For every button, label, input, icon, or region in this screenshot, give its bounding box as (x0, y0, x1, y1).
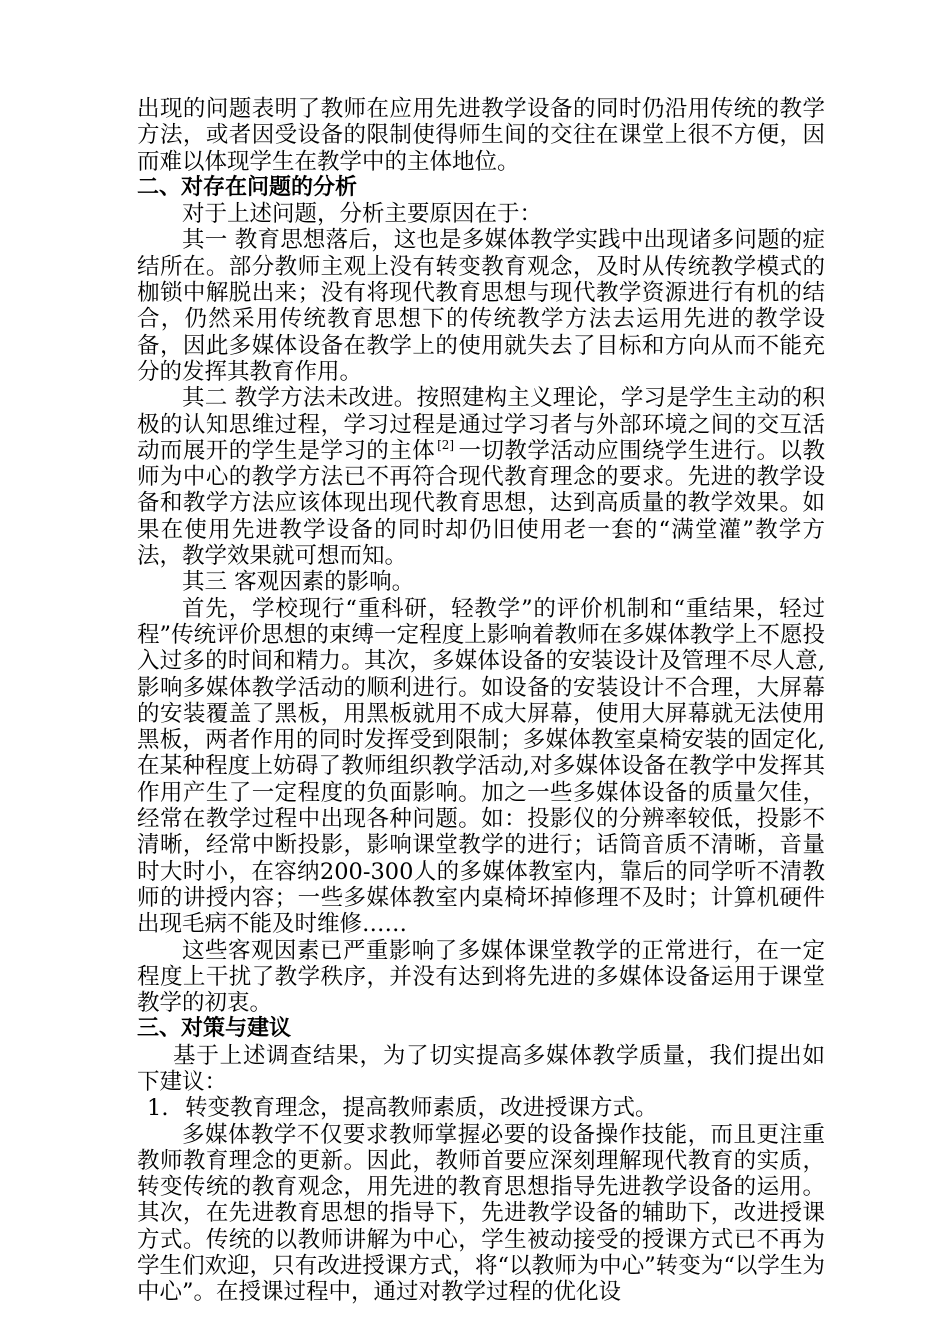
section-heading-analysis: 二、对存在问题的分析 (137, 174, 358, 200)
document-page (137, 96, 825, 1306)
paragraph-reason-3: 其三 客观因素的影响。 (182, 569, 415, 596)
paragraph-last: 多媒体教学不仅要求教师掌握必要的设备操作技能，而且更注重教师教育理念的更新。因此，教师首要应深刻理解现代教育的实质，转变传统的教育观念，用先进的教育思想指导先进教学设备的运用。其次，在先进教育思想的指导下，先进教学设备的辅助下，改进授课方式。传统的以教师讲解为中心，学生被动接受的授课方式已不再为学生们欢迎，只有改进授课方式，将“以教师为中心”转变为“以学生为中心”。在授课过程中，通过对教学过程的优化设 (137, 1121, 825, 1306)
list-item-1 (137, 1095, 825, 1121)
paragraph-reason-2 (137, 385, 825, 569)
paragraph-first: 首先，学校现行“重科研，轻教学”的评价机制和“重结果，轻过程”传统评价思想的束缚一定程度上影响着教师在多媒体教学上不愿投入过多的时间和精力。其次，多媒体设备的安装设计及管理不尽人意,影响多媒体教学活动的顺利进行。如设备的安装设计不合理，大屏幕的安装覆盖了黑板，用黑板就用不成大屏幕，使用大屏幕就无法使用黑板，两者作用的同时发挥受到限制；多媒体教室桌椅安装的固定化,在某种程度上妨碍了教师组织教学活动,对多媒体设备在教学中发挥其作用产生了一定程度的负面影响。加之一些多媒体设备的质量欠佳，经常在教学过程中出现各种问题。如：投影仪的分辨率较低，投影不清晰，经常中断投影，影响课堂教学的进行；话筒音质不清晰，音量时大时小，在容纳200-300人的多媒体教室内，靠后的同学听不清教师的讲授内容；一些多媒体教室内桌椅坏掉修理不及时；计算机硬件出现毛病不能及时维修…… (137, 595, 825, 938)
paragraph-suggest: 基于上述调查结果，为了切实提高多媒体教学质量，我们提出如下建议： (137, 1042, 825, 1095)
paragraph-intro: 出现的问题表明了教师在应用先进教学设备的同时仍沿用传统的教学方法，或者因受设备的限制使得师生间的交往在课堂上很不方便，因而难以体现学生在教学中的主体地位。 (137, 96, 825, 175)
list-item-text: 转变教育理念，提高教师素质，改进授课方式。 (185, 1095, 658, 1122)
paragraph-objective: 这些客观因素已严重影响了多媒体课堂教学的正常进行，在一定程度上干扰了教学秩序，并没有达到将先进的多媒体设备运用于课堂教学的初衷。 (137, 937, 825, 1017)
reason-2-text-a: 其二 教学方法未改进。按照建构主义理论，学习是学生主动的积极的认知思维过程，学习过程是通过学习者与外部环境之间的交互活动而展开的学生是学习的主体 (137, 385, 825, 464)
paragraph-reasons: 对于上述问题，分析主要原因在于： (182, 201, 543, 228)
paragraph-reason-1: 其一 教育思想落后，这也是多媒体教学实践中出现诸多问题的症结所在。部分教师主观上没有转变教育观念，及时从传统教学模式的枷锁中解脱出来；没有将现代教育思想与现代教学资源进行有机的结合，仍然采用传统教育思想下的传统教学方法去运用先进的教学设备，因此多媒体设备在教学上的使用就失去了目标和方向从而不能充分的发挥其教育作用。 (137, 227, 825, 385)
reason-2-text-b: 一切教学活动应围绕学生进行。以教师为中心的教学方法已不再符合现代教育理念的要求。先进的教学设备和教学方法应该体现出现代教育思想，达到高质量的教学效果。如果在使用先进教学设备的同时却仍旧使用老一套的“满堂灌”教学方法，教学效果就可想而知。 (137, 437, 825, 570)
section-heading-suggestions: 三、对策与建议 (137, 1016, 292, 1042)
citation-mark: [2] (437, 437, 455, 452)
list-number: 1. (147, 1095, 169, 1122)
